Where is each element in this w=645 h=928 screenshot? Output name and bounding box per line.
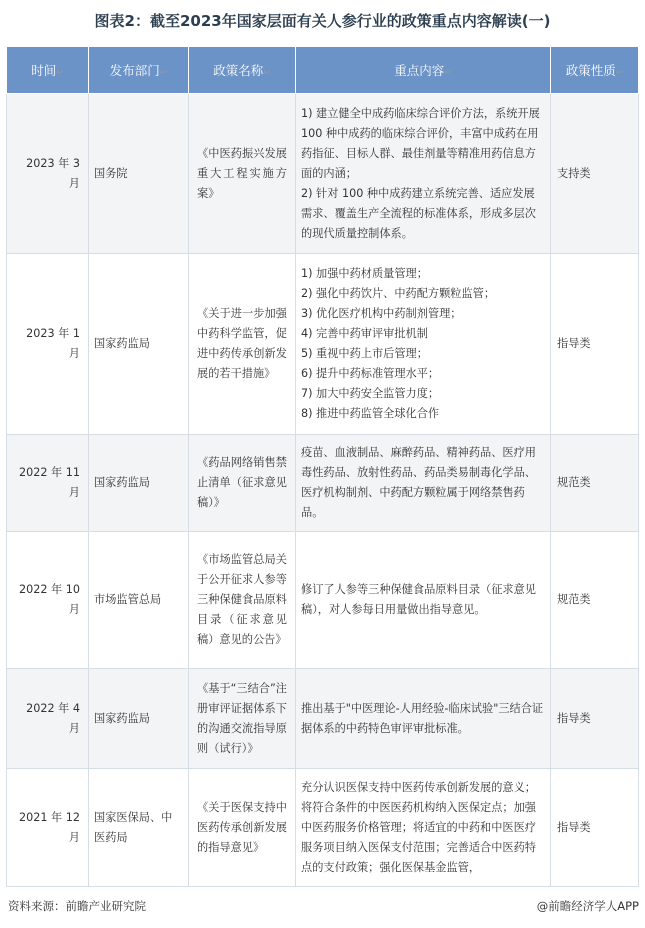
cell-content: [296, 769, 551, 887]
cell-content: [296, 669, 551, 769]
cell-policy-name: 《基于“三结合”注册审评证据体系下的沟通交流指导原则（试行）》: [189, 669, 296, 769]
policy-table: [6, 46, 639, 887]
cell-dept: 国家药监局: [89, 435, 189, 532]
cell-content: [296, 435, 551, 532]
table-row: [7, 669, 639, 769]
cell-time: 2021 年 12 月: [7, 769, 89, 887]
content-line: 2) 强化中药饮片、中药配方颗粒监管；: [301, 287, 496, 300]
cell-policy-name: 《药品网络销售禁止清单（征求意见稿）》: [189, 435, 296, 532]
cell-type: 支持类: [551, 94, 639, 254]
policy-table-container: [6, 46, 638, 887]
cell-dept: 市场监管总局: [89, 532, 189, 669]
cell-content: [296, 254, 551, 435]
content-line: 4) 完善中药审评审批机制: [301, 327, 428, 340]
cell-time: 2022 年 11 月: [7, 435, 89, 532]
brand-credit: @前瞻经济学人APP: [536, 899, 639, 913]
cell-content: [296, 94, 551, 254]
cell-policy-name: 《关于医保支持中医药传承创新发展的指导意见》: [189, 769, 296, 887]
cell-time: 2022 年 4 月: [7, 669, 89, 769]
cell-policy-name: 《中医药振兴发展重大工程实施方案》: [189, 94, 296, 254]
source-note: 资料来源：前瞻产业研究院: [8, 899, 146, 913]
content-line: 5) 重视中药上市后管理；: [301, 347, 428, 360]
content-line: 6) 提升中药标准管理水平；: [301, 367, 440, 380]
cell-time: 2023 年 3 月: [7, 94, 89, 254]
header-time: 时间↵: [7, 47, 89, 94]
content-line: 7) 加大中药安全监管力度；: [301, 387, 440, 400]
cell-type: 规范类: [551, 532, 639, 669]
content-line: 推出基于"中医理论-人用经验-临床试验"三结合证据体系的中药特色审评审批标准。: [301, 701, 544, 735]
cell-type: 指导类: [551, 669, 639, 769]
cell-dept: 国家医保局、中医药局: [89, 769, 189, 887]
cell-dept: 国家药监局: [89, 254, 189, 435]
table-row: [7, 94, 639, 254]
cell-policy-name: 《关于进一步加强中药科学监管，促进中药传承创新发展的若干措施》: [189, 254, 296, 435]
cell-type: 规范类: [551, 435, 639, 532]
cell-dept: 国务院: [89, 94, 189, 254]
content-line: 1) 建立健全中成药临床综合评价方法，系统开展 100 种中成药的临床综合评价，丰富中成药在用药指征、目标人群、最佳剂量等精准用药信息方面的内涵；: [301, 106, 540, 180]
content-line: 疫苗、血液制品、麻醉药品、精神药品、医疗用毒性药品、放射性药品、药品类易制毒化学品、医疗机构制剂、中药配方颗粒属于网络禁售药品。: [301, 446, 536, 519]
cell-dept: 国家药监局: [89, 669, 189, 769]
content-line: 修订了人参等三种保健食品原料目录（征求意见稿），对人参每日用量做出指导意见。: [301, 583, 536, 616]
table-row: [7, 532, 639, 669]
table-header-row: [7, 47, 639, 94]
content-line: 3) 优化医疗机构中药制剂管理；: [301, 307, 462, 320]
content-line: 1) 加强中药材质量管理；: [301, 267, 428, 280]
cell-time: 2022 年 10 月: [7, 532, 89, 669]
table-row: [7, 254, 639, 435]
cell-time: 2023 年 1 月: [7, 254, 89, 435]
table-row: [7, 769, 639, 887]
content-line: 2) 针对 100 种中成药建立系统完善、适应发展需求、覆盖生产全流程的标准体系，形成多层次的现代质量控制体系。: [301, 186, 536, 240]
cell-type: 指导类: [551, 769, 639, 887]
content-line: 8) 推进中药监管全球化合作: [301, 407, 440, 420]
header-type: 政策性质↵: [551, 47, 639, 94]
cell-type: 指导类: [551, 254, 639, 435]
header-dept: 发布部门↵: [89, 47, 189, 94]
cell-content: [296, 532, 551, 669]
page-title: 图表2：截至2023年国家层面有关人参行业的政策重点内容解读(一): [94, 12, 551, 30]
content-line: 充分认识医保支持中医药传承创新发展的意义；将符合条件的中医医药机构纳入医保定点；加强中医药服务价格管理；将适宜的中药和中医医疗服务项目纳入医保支付范围；完善适合中医药特点的支付政策；强化医保基金监管，: [301, 780, 536, 874]
table-row: [7, 435, 639, 532]
header-name: 政策名称↵: [189, 47, 296, 94]
header-content: 重点内容↵: [296, 47, 551, 94]
cell-policy-name: 《市场监管总局关于公开征求人参等三种保健食品原料目录（征求意见稿）意见的公告》: [189, 532, 296, 669]
